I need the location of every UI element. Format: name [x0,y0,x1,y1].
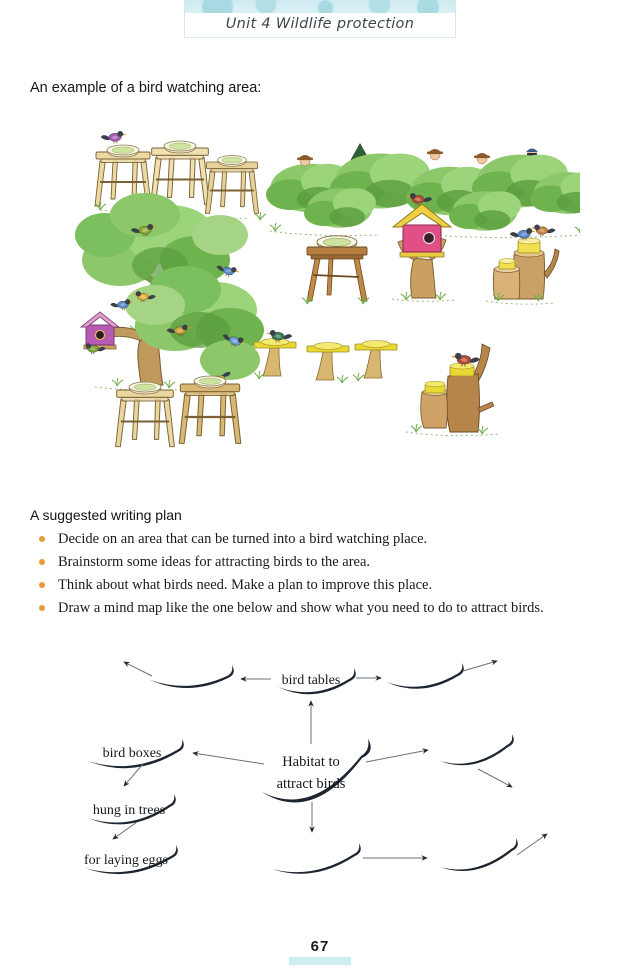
mindmap-oval [262,739,371,803]
feeding-stand [353,341,397,382]
list-item [30,531,622,548]
tree-stump [421,392,448,428]
mindmap-arrow [517,834,547,855]
grass-tuft [164,380,175,388]
bird-icon [101,131,127,143]
bullet-text: Think about what birds need. Make a plan to improve this place. [58,577,433,593]
bird-watcher [427,149,443,160]
foliage [192,215,248,255]
writing-plan-section [30,507,622,623]
stand-trunk [263,348,281,376]
tree-stump [411,258,436,298]
ground-line [392,299,454,301]
ground-line [406,432,501,436]
table-rail [313,275,359,277]
bullet-text: Brainstorm some ideas for attracting birds to the area. [58,554,371,570]
mindmap-oval [272,843,361,874]
food-bowl [362,341,390,348]
tree-stump [447,374,480,432]
grass-tuft [358,296,369,304]
page-number: 67 [310,938,330,955]
feeding-stands [254,330,397,383]
grass-tuft [337,375,348,383]
table-apron [311,255,363,259]
food-bowl [107,145,139,157]
writing-plan-heading: A suggested writing plan [30,507,182,523]
table-top [307,247,367,255]
page-footer [0,938,640,965]
bush-with-birdwatchers [266,144,580,238]
feeding-stand [307,343,349,384]
mindmap-arrow [366,750,428,762]
list-item [30,577,622,594]
bullet-dot [39,582,45,588]
mindmap-arrow [113,822,137,839]
house-hole [424,233,435,244]
bird-icon [531,225,556,237]
house-base [400,252,444,257]
mindmap-arrow [124,662,152,676]
mindmap-node-for-laying-eggs: for laying eggs [84,853,168,868]
mindmap-node-bird-tables: bird tables [281,673,341,688]
food-bowl [164,141,196,153]
bird-watcher [474,153,490,164]
grass-tuft [112,378,123,386]
mindmap-oval [440,838,518,871]
grass-tuft [353,373,364,381]
list-item [30,600,622,617]
bird-table [179,384,241,443]
grass-tuft [401,292,412,300]
feed-bin-top [518,238,540,244]
list-item [30,554,622,571]
bird-table-group-bottom [116,376,241,447]
bird-table [205,162,258,213]
table-leg [307,259,320,301]
tree-stump [493,269,519,299]
bullet-dot [39,559,45,565]
tree-with-purple-birdhouse [81,266,264,392]
stump-feeder-bottom [406,344,501,436]
food-bowl [194,376,226,388]
table-leg [354,259,367,301]
stand-trunk [364,350,382,378]
bullet-text: Draw a mind map like the one below and show what you need to do to attract birds. [58,600,544,616]
food-bowl [218,156,247,167]
stand-trunk [316,352,334,380]
bullet-text: Decide on an area that can be turned into a bird watching place. [58,531,428,547]
mindmap-center-line1: Habitat to [282,754,340,770]
food-bowl [314,343,342,350]
mindmap-arrow [463,661,497,671]
mindmap-arrow [193,753,264,764]
stump-feeder-right [486,225,559,305]
bullet-dot [39,605,45,611]
foliage [125,285,185,325]
unit-header [184,0,456,38]
header-watercolor-band [185,0,455,13]
ground-line [486,301,556,304]
grass-tuft [435,292,446,300]
footer-accent-bar [289,957,351,965]
house-body [403,225,441,252]
branch [478,402,494,412]
bird-table [116,390,175,447]
mind-map [0,640,640,890]
grass-tuft [575,225,580,233]
mindmap-node-bird-boxes: bird boxes [102,746,162,761]
mindmap-oval [150,665,234,688]
mindmap-labels [84,673,346,868]
purple-birdhouse [81,312,119,349]
table-leg [327,259,333,295]
writing-plan-list [30,531,622,617]
branch [544,249,559,278]
feed-bin-top [425,381,445,387]
bullet-dot [39,536,45,542]
feed-bin-top [499,259,515,264]
intro-text: An example of a bird watching area: [30,80,262,96]
grass-tuft [270,223,281,231]
mindmap-center-line2: attract birds [276,776,346,792]
mindmap-oval [440,734,514,765]
mindmap-node-hung-in-trees: hung in trees [92,803,166,818]
house-hole [96,331,105,340]
unit-title: Unit 4 Wildlife protection [225,16,415,32]
food-bowl [129,382,161,394]
grass-tuft [411,424,422,432]
mindmap-oval [386,663,464,689]
bird-watching-illustration [60,128,580,473]
wooden-table [302,236,369,304]
mindmap-arrow [478,769,512,787]
